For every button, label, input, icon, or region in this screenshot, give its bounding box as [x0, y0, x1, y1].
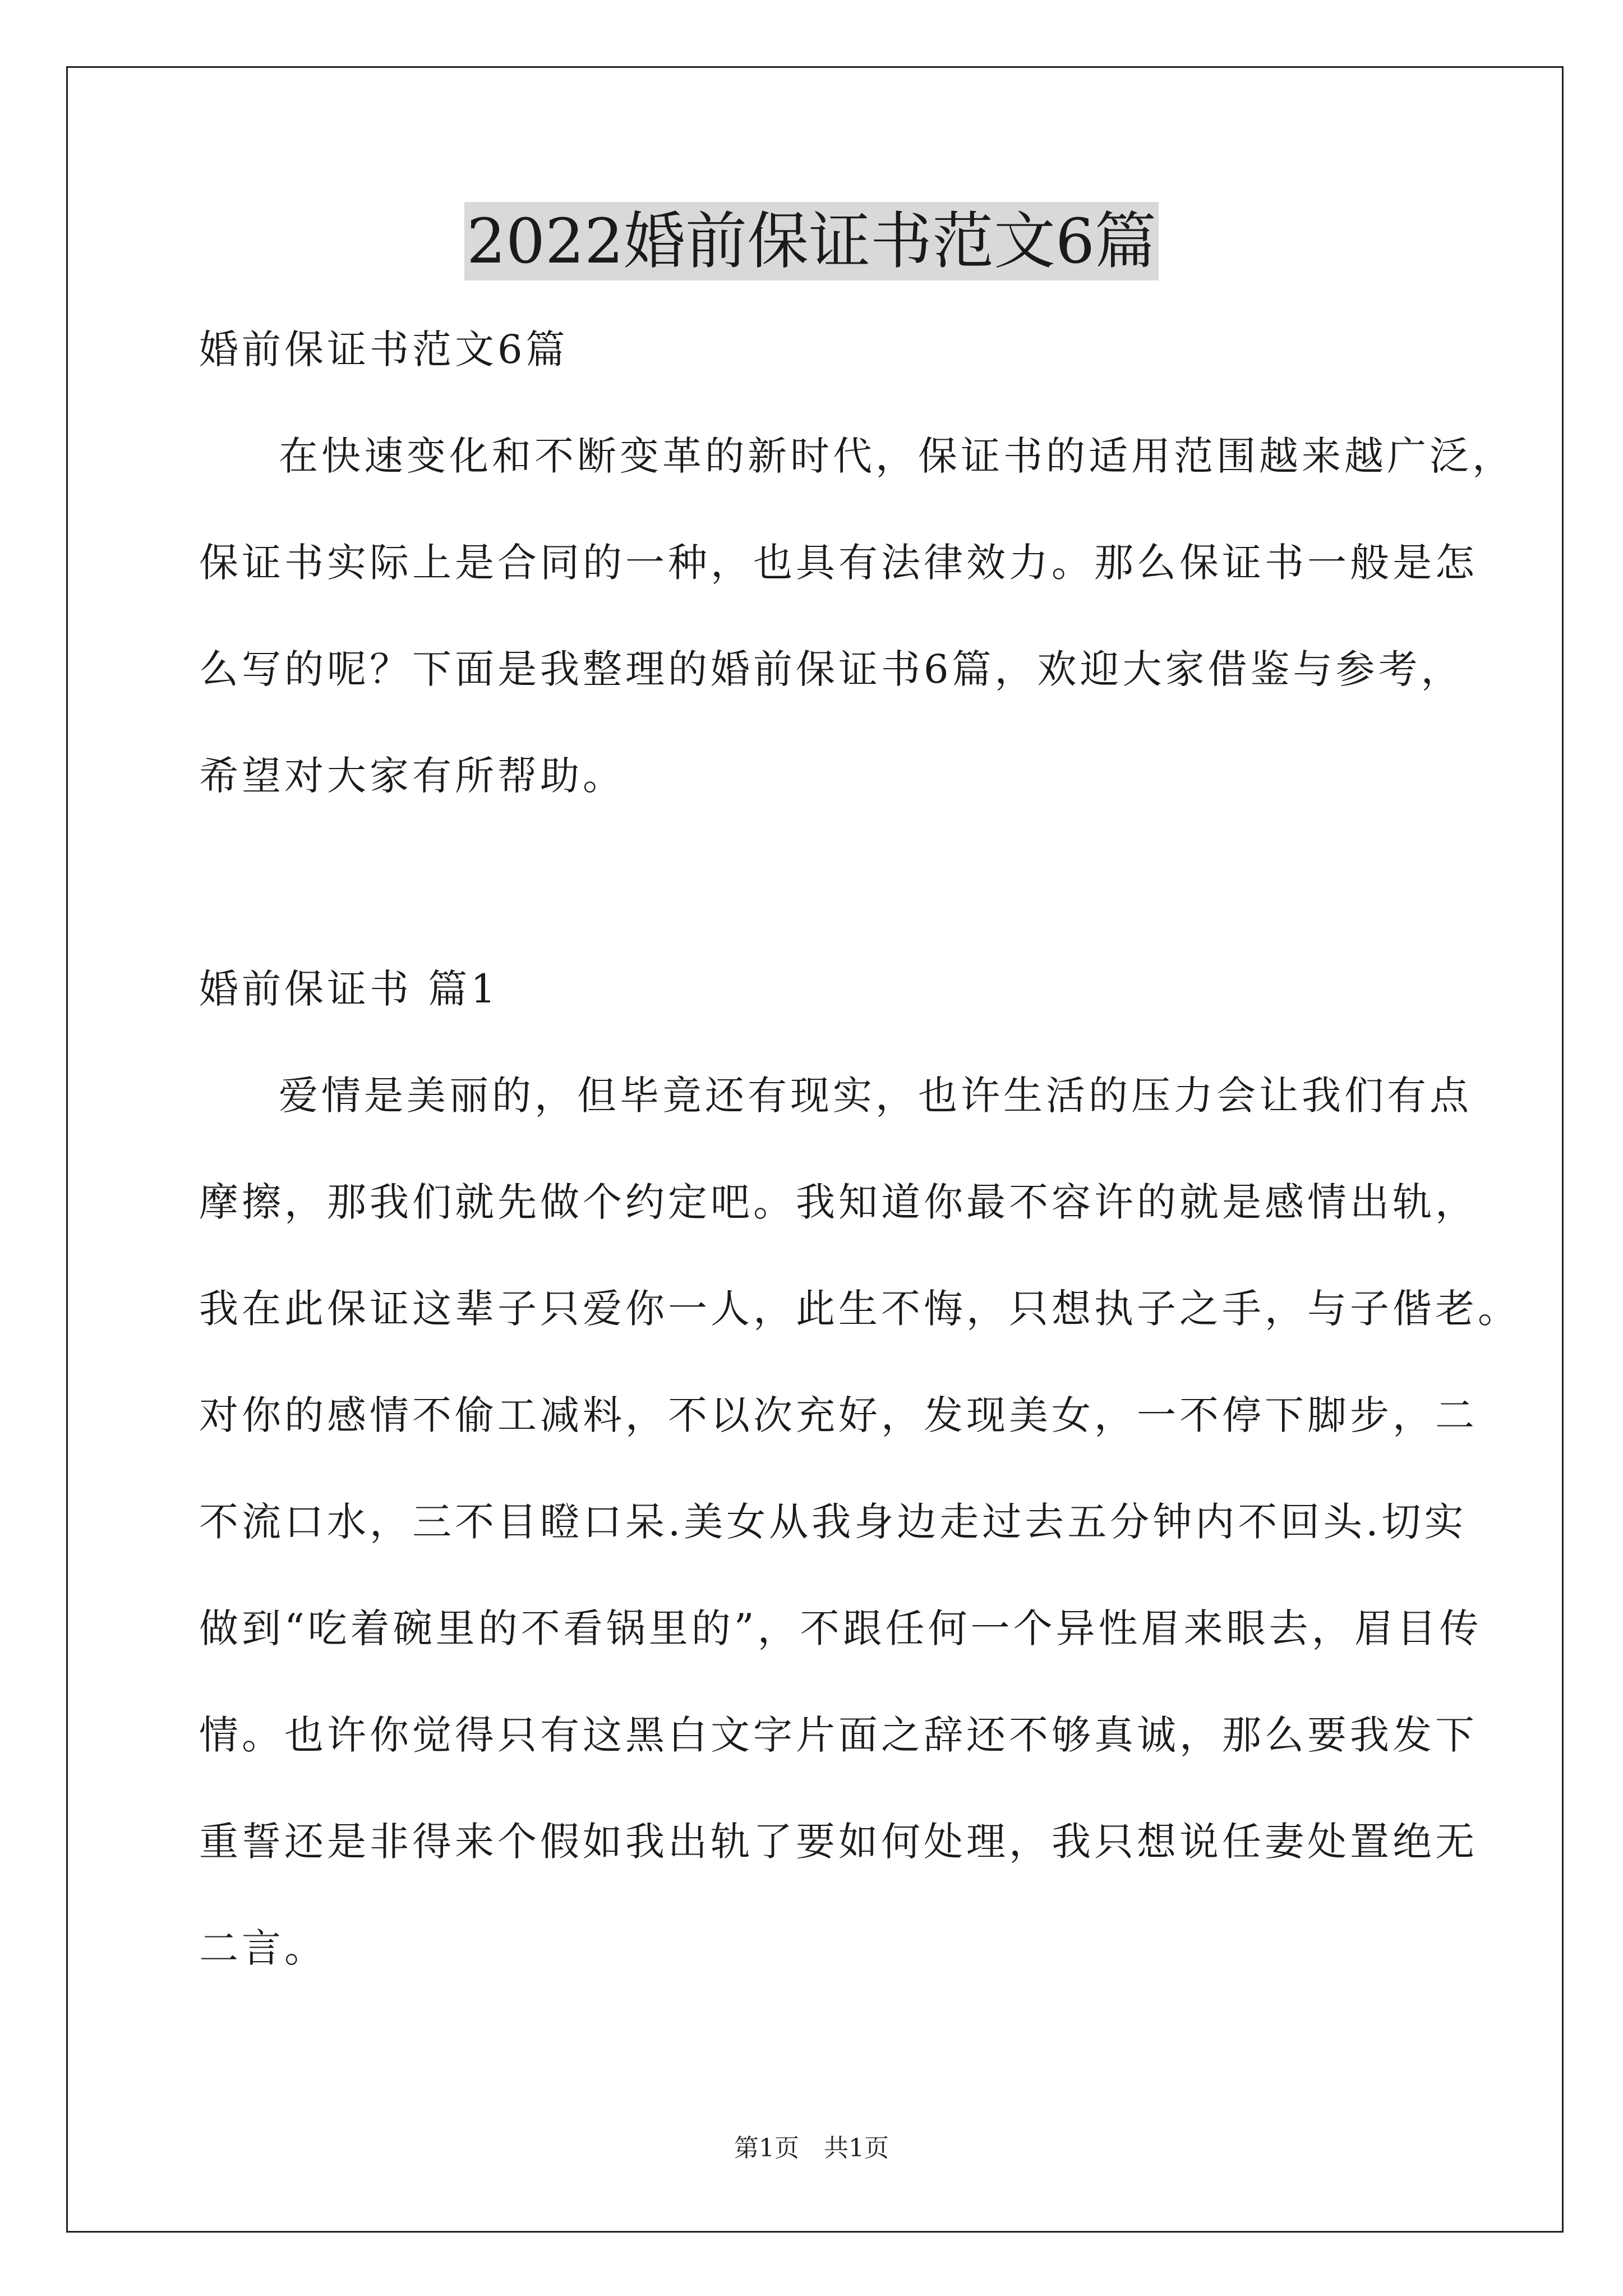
intro-line-2: 保证书实际上是合同的一种，也具有法律效力。那么保证书一般是怎 — [199, 540, 1478, 586]
body-line-6: 做到“吃着碗里的不看锅里的”，不跟任何一个异性眉来眼去，眉目传 — [199, 1605, 1482, 1651]
body-line-3: 我在此保证这辈子只爱你一人，此生不悔，只想执子之手，与子偕老。 — [199, 1286, 1520, 1332]
page-footer: 第1页 共1页 — [734, 2134, 889, 2162]
body-line-8: 重誓还是非得来个假如我出轨了要如何处理，我只想说任妻处置绝无 — [199, 1819, 1478, 1865]
intro-line-1: 在快速变化和不断变革的新时代，保证书的适用范围越来越广泛， — [279, 433, 1515, 479]
title-container — [0, 202, 1623, 280]
document-body — [199, 307, 1520, 2013]
body-line-1: 爱情是美丽的，但毕竟还有现实，也许生活的压力会让我们有点 — [279, 1073, 1472, 1119]
intro-line-4: 希望对大家有所帮助。 — [199, 753, 625, 799]
paragraph-gap — [199, 840, 1472, 947]
body-line-9: 二言。 — [199, 1925, 327, 1971]
intro-line-3: 么写的呢？下面是我整理的婚前保证书6篇，欢迎大家借鉴与参考， — [199, 646, 1464, 692]
subtitle-line: 婚前保证书范文6篇 — [199, 326, 569, 372]
body-line-7: 情。也许你觉得只有这黑白文字片面之辞还不够真诚，那么要我发下 — [199, 1712, 1478, 1758]
body-line-4: 对你的感情不偷工减料，不以次充好，发现美女，一不停下脚步，二 — [199, 1392, 1478, 1438]
document-title: 2022婚前保证书范文6篇 — [464, 202, 1159, 280]
body-line-2: 摩擦，那我们就先做个约定吧。我知道你最不容许的就是感情出轨， — [199, 1179, 1478, 1225]
section-heading: 婚前保证书 篇1 — [199, 966, 499, 1012]
body-line-5: 不流口水，三不目瞪口呆.美女从我身边走过去五分钟内不回头.切实 — [199, 1499, 1467, 1545]
